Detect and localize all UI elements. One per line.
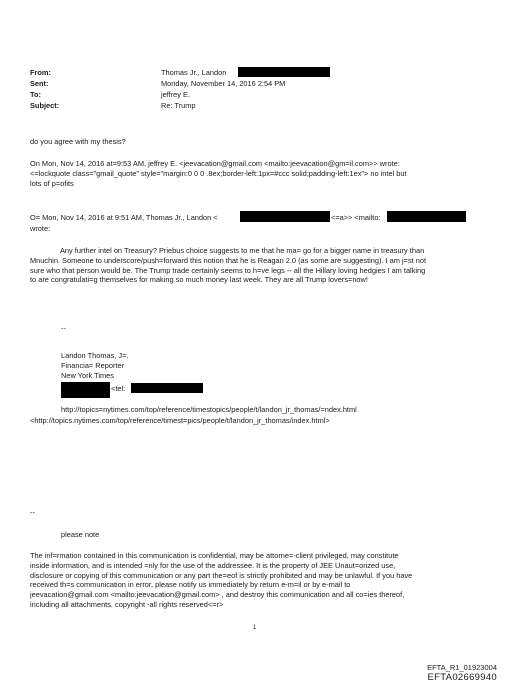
- quote-1: [30, 159, 490, 188]
- quote-2-line-b: <=a>> <mailto:: [331, 213, 381, 222]
- conf-line-5: jeevacation@gmail.com <mailto:jeevacation@gmail.com> , and destroy this communication and all co=ies thereof,: [30, 590, 405, 600]
- sent-value: Monday, November 14, 2016 2:54 PM: [161, 79, 286, 88]
- to-label: To:: [30, 90, 41, 99]
- quote-2-line-c: wrote:: [30, 224, 51, 233]
- confidentiality-notice: [30, 551, 500, 610]
- separator-dashes-2: --: [30, 508, 35, 517]
- body-line-1: do you agree with my thesis?: [30, 137, 126, 146]
- bates-number-2: EFTA02669940: [427, 672, 497, 683]
- separator-dashes-1: --: [61, 324, 66, 333]
- conf-line-6: including all attachments. copyright -all rights reserved<=r>: [30, 599, 224, 609]
- conf-line-2: inside information, and is intended =nly for the use of the addressee. It is the property of JEE Unaut=orized use,: [30, 560, 396, 570]
- quote-1-line-2: <=lockquote class="gmail_quote" style="margin:0 0 0 .8ex;border-left:1px=#ccc solid;padding-left:1ex"> no intel but: [30, 168, 407, 178]
- redaction-from: [238, 67, 330, 77]
- url-line-2: <http://topics.nytimes.com/top/reference/timest=pics/people/t/landon_jr_thomas/index.html>: [30, 416, 330, 425]
- paragraph-line-3: sure who that person would be. The Trump trade certainly seems to h=ve legs -- all the Hillary loving hedgies I am talking: [30, 265, 426, 275]
- redaction-phone: [131, 383, 203, 393]
- from-value: Thomas Jr., Landon: [161, 68, 227, 77]
- to-value: jeffrey E.: [161, 90, 191, 99]
- conf-line-4: received th=s communication in error, please notify us immediately by return e-m=il or by e-mail to: [30, 580, 351, 590]
- conf-line-1: The inf=rmation contained in this communication is confidential, may be attorne=-client privileged, may constitute: [30, 551, 399, 560]
- signature-name: Landon Thomas, J=.: [61, 351, 129, 360]
- quote-1-line-1: On Mon, Nov 14, 2016 at=9:53 AM, jeffrey E. <jeevacation@gmail.com <mailto:jeevacation@gm=il.com>> wrote:: [30, 159, 400, 168]
- conf-line-3: disclosure or copying of this communication or any part the=eof is strictly prohibited and may be unlawful. If you have: [30, 570, 413, 580]
- redaction-phone-prefix: [61, 382, 110, 398]
- signature: [61, 351, 128, 380]
- signature-title: Financia= Reporter: [61, 360, 125, 370]
- signature-org: New York Times: [61, 370, 114, 380]
- quote-1-line-3: lots of p=ofits: [30, 178, 74, 188]
- subject-value: Re: Trump: [161, 101, 196, 110]
- signature-tel: <tel:: [111, 384, 126, 393]
- bates-number-1: EFTA_R1_01923004: [427, 663, 497, 672]
- paragraph-treasury: [30, 246, 500, 285]
- from-label: From:: [30, 68, 51, 77]
- url-line-1: http://topics=nytimes.com/top/reference/timestopics/people/t/landon_jr_thomas/=ndex.html: [61, 405, 357, 414]
- paragraph-line-4: to are congratulati=g themselves for making so much money last week. They are all Trump lovers=now!: [30, 275, 368, 285]
- page-number: 1: [253, 625, 257, 631]
- subject-label: Subject:: [30, 101, 60, 110]
- sent-label: Sent:: [30, 79, 49, 88]
- quote-2-line-a: O= Mon, Nov 14, 2016 at 9:51 AM, Thomas Jr., Landon <: [30, 213, 218, 222]
- redaction-quote2-email: [240, 211, 330, 222]
- paragraph-line-1: Any further intel on Treasury? Priebus choice suggests to me that he ma= go for a bigger name in treasury than: [60, 246, 425, 255]
- please-note: please note: [61, 530, 100, 539]
- redaction-quote2-mailto: [387, 211, 466, 222]
- paragraph-line-2: Mnuchin. Someone to underscore/push=forward this notion that he is Reagan 2.0 (as some are suggesting). I am j=st not: [30, 255, 427, 265]
